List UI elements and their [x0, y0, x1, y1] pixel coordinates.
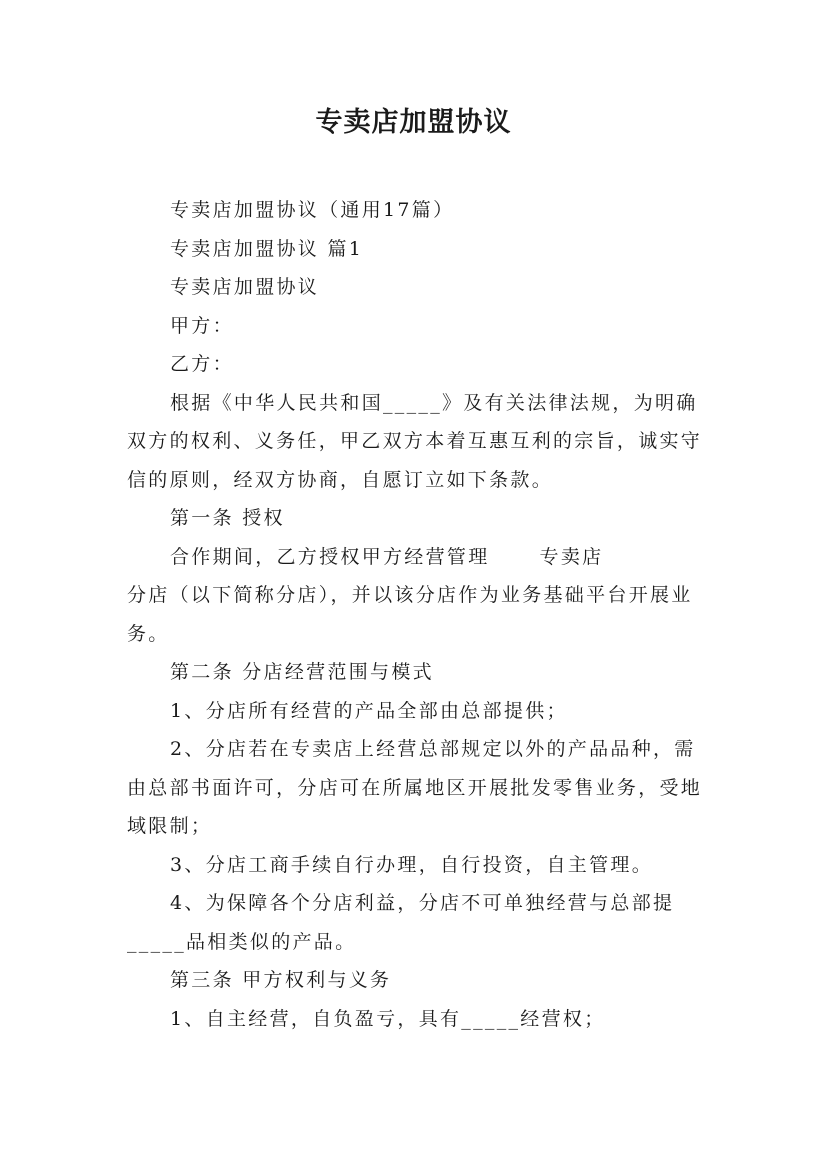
paragraph-article-2-item-1: 1、分店所有经营的产品全部由总部提供；	[170, 699, 568, 722]
paragraph-article-3-item-1: 1、自主经营，自负盈亏，具有_____经营权；	[170, 1007, 606, 1030]
paragraph-preamble: 根据《中华人民共和国_____》及有关法律法规，为明确双方的权利、义务任，甲乙双方本着互惠互利的宗旨，诚实守信的原则，经双方协商，自愿订立如下条款。	[127, 391, 703, 491]
paragraph-party-b: 乙方：	[170, 353, 234, 375]
document-body	[127, 191, 707, 1038]
paragraph-article-2-item-2: 2、分店若在专卖店上经营总部规定以外的产品品种，需由总部书面许可，分店可在所属地区开展批发零售业务，受地域限制；	[127, 738, 703, 837]
paragraph-subtitle: 专卖店加盟协议（通用17篇）	[170, 199, 455, 221]
paragraph-article-1-body: 合作期间，乙方授权甲方经营管理 专卖店 分店（以下简称分店），并以该分店作为业务基础平台开展业务。	[127, 545, 693, 645]
paragraph-article-1-heading: 第一条 授权	[170, 507, 285, 529]
paragraph-party-a: 甲方：	[170, 314, 234, 337]
paragraph-section-heading: 专卖店加盟协议 篇1	[170, 237, 364, 260]
paragraph-article-2-item-3: 3、分店工商手续自行办理，自行投资，自主管理。	[170, 853, 653, 876]
paragraph-article-3-heading: 第三条 甲方权利与义务	[170, 969, 392, 991]
document-title: 专卖店加盟协议	[315, 107, 512, 138]
paragraph-article-2-item-4: 4、为保障各个分店利益，分店不可单独经营与总部提_____品相类似的产品。	[127, 892, 675, 953]
paragraph-article-2-heading: 第二条 分店经营范围与模式	[170, 661, 434, 683]
paragraph-agreement-title: 专卖店加盟协议	[170, 276, 320, 298]
